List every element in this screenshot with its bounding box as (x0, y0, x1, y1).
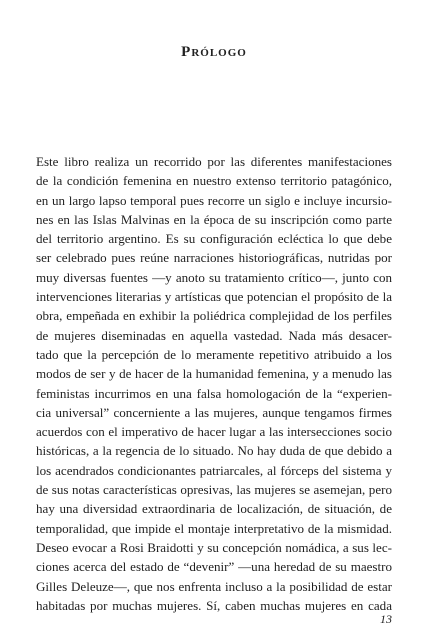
text-line: habitadas por muchas mujeres. Sí, caben muchas mujeres en cada (36, 597, 392, 613)
text-line: de sus notas características opresivas, las mujeres se asemejan, pero (36, 482, 392, 498)
text-line: ser celebrado pues reúne narraciones historiográficas, nutridas por (36, 250, 392, 266)
text-line: hay una diversidad extraordinaria de localización, de situación, de (36, 501, 392, 517)
text-line: obra, empeñada en exhibir la poliédrica complejidad de los perfiles (36, 308, 392, 324)
text-line: nes en las Islas Malvinas en la época de su inscripción como parte (36, 211, 392, 227)
text-line: Este libro realiza un recorrido por las diferentes manifestaciones (36, 154, 392, 169)
text-line: tado que la percepción de lo meramente repetitivo atribuido a los (36, 346, 392, 362)
text-line: ciones acerca del estado de “devenir” —una heredad de su maestro (36, 559, 392, 575)
body-paragraph (36, 152, 392, 615)
text-line: muy diversas fuentes —y anoto su tratamiento crítico—, junto con (36, 269, 392, 285)
text-line: en un largo lapso temporal pues recorre un siglo e incluye incursio- (36, 192, 392, 208)
chapter-title: Prólogo (181, 44, 247, 60)
text-line: Deseo evocar a Rosi Braidotti y su concepción nomádica, a sus lec- (36, 539, 392, 555)
text-line: de mujeres diseminadas en aquella vastedad. Nada más desacer- (36, 327, 392, 343)
text-line: feministas incurrimos en una falsa homologación de la “experien- (36, 385, 392, 401)
text-line: los acendrados condicionantes patriarcales, al fórceps del sistema y (36, 462, 392, 478)
text-line: de la condición femenina en nuestro extenso territorio patagónico, (36, 173, 392, 189)
text-line: cia universal” concerniente a las mujeres, aunque tengamos firmes (36, 404, 392, 420)
text-line: acuerdos con el imperativo de hacer lugar a las intersecciones socio (36, 424, 392, 440)
text-line: intervenciones literarias y artísticas que potencian el propósito de la (36, 289, 392, 305)
text-line: históricas, a la regencia de lo situado. No hay duda de que debido a (36, 443, 392, 459)
text-line: Gilles Deleuze—, que nos enfrenta incluso a la posibilidad de estar (36, 578, 392, 594)
page-number: 13 (380, 612, 392, 626)
text-line: temporalidad, que impide el montaje interpretativo de la mismidad. (36, 520, 392, 536)
text-line: modos de ser y de hacer de la humanidad femenina, y a menudo las (36, 366, 392, 382)
text-line: del territorio argentino. Es su configuración ecléctica lo que debe (36, 231, 392, 247)
